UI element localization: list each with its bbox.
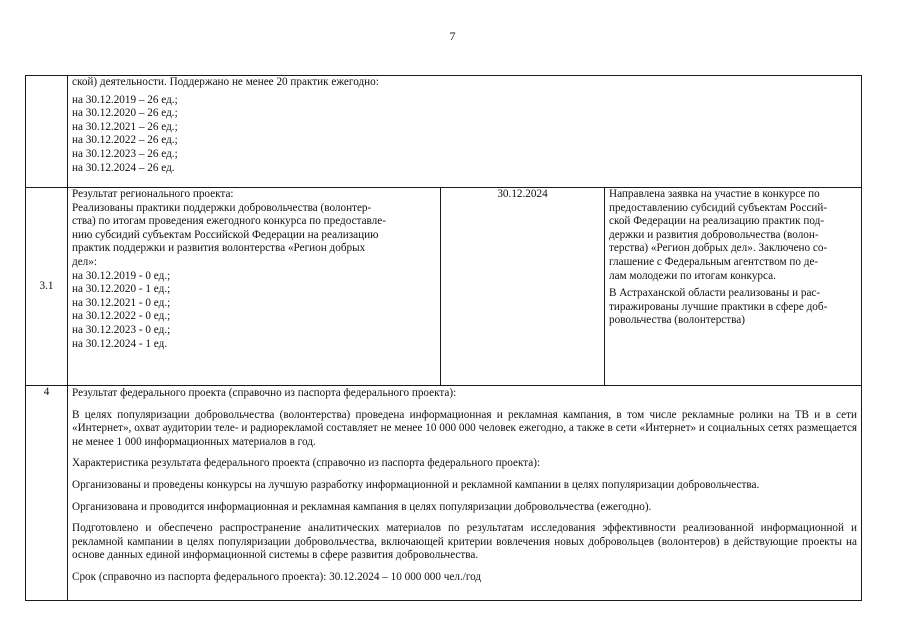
comment-line: Направлена заявка на участие в конкурсе по: [609, 188, 820, 200]
list-item: на 30.12.2022 - 0 ед.;: [72, 310, 171, 323]
characteristic-title: Характеристика результата федерального проекта (справочно из паспорта федерального проекта):: [72, 457, 541, 470]
federal-deadline: Срок (справочно из паспорта федерального проекта): 30.12.2024 – 10 000 000 чел./год: [72, 570, 482, 583]
comment-line: ской Федерации на реализацию практик под-: [609, 215, 825, 228]
comment-line: держки и развития добровольчества (волон-: [609, 228, 819, 241]
regional-result-desc-line: практик поддержки и развития волонтерства «Регион добрых: [72, 242, 366, 255]
list-item: на 30.12.2021 - 0 ед.;: [72, 296, 171, 309]
list-item: на 30.12.2019 – 26 ед.;: [72, 93, 178, 106]
list-item: на 30.12.2021 – 26 ед.;: [72, 120, 178, 133]
table-row-4: [26, 386, 862, 601]
comment-line: предоставлению субсидий субъектам Россий-: [609, 201, 828, 214]
regional-result-desc-line: ства) по итогам проведения ежегодного конкурса по предоставле-: [72, 215, 386, 228]
comment-line: терства) «Регион добрых дел». Заключено со-: [609, 242, 828, 255]
row-number: 3.1: [26, 188, 68, 386]
table-row-3-1: [26, 188, 862, 386]
characteristic-item: Организованы и проведены конкурсы на лучшую разработку информационной и рекламной кампании в целях популяризации добровольчества.: [72, 478, 760, 491]
continuation-cell: [68, 76, 862, 188]
comment-cell: [605, 188, 862, 386]
continuation-header: ской) деятельности. Поддержано не менее 20 практик ежегодно:: [72, 76, 379, 88]
list-item: на 30.12.2019 - 0 ед.;: [72, 269, 171, 282]
regional-result-desc-line: Реализованы практики поддержки добровольчества (волонтер-: [72, 201, 372, 214]
list-item: на 30.12.2024 – 26 ед.: [72, 161, 175, 174]
comment-line: лам молодежи по итогам конкурса.: [609, 269, 776, 282]
regional-result-cell: [68, 188, 441, 386]
federal-result-cell: [68, 386, 862, 601]
results-table: [25, 75, 862, 601]
list-item: на 30.12.2023 - 0 ед.;: [72, 323, 171, 336]
comment-line: В Астраханской области реализованы и рас-: [609, 287, 821, 300]
list-item: на 30.12.2022 – 26 ед.;: [72, 134, 178, 147]
comment-line: ровольчества (волонтерства): [609, 314, 745, 327]
federal-result-description: В целях популяризации добровольчества (волонтерства) проведена информационная и рекламная кампания, в том числе рекламные ролики на ТВ и в сети «Интернет», охват аудитории теле- и радиорекламой составляет не менее 10 000 000 человек ежегодно, а также в сети «Интернет» и социальных сетях размещается не менее 1 000 информационных материалов в год.: [72, 408, 858, 448]
row-number-cell: [26, 76, 68, 188]
row-number: 4: [26, 386, 68, 601]
list-item: на 30.12.2024 - 1 ед.: [72, 337, 168, 350]
list-item: на 30.12.2020 – 26 ед.;: [72, 107, 178, 120]
characteristic-item: Подготовлено и обеспечено распространение аналитических материалов по результатам исследования эффективности реализованной информационной и рекламной кампании в целях популяризации добровольчества, включающей критерии вовлечения новых добровольцев (волонтеров) в действующие проекты на основе данных единой информационной системы в сфере развития добровольчества.: [72, 522, 858, 562]
regional-result-title: Результат регионального проекта:: [72, 188, 234, 200]
federal-result-title: Результат федерального проекта (справочно из паспорта федерального проекта):: [72, 387, 457, 399]
table-row-continuation: [26, 76, 862, 188]
list-item: на 30.12.2020 - 1 ед.;: [72, 283, 171, 296]
list-item: на 30.12.2023 – 26 ед.;: [72, 147, 178, 160]
deadline-date: 30.12.2024: [441, 188, 605, 386]
comment-line: тиражированы лучшие практики в сфере доб-: [609, 300, 828, 313]
characteristic-item: Организована и проводится информационная и рекламная кампания в целях популяризации добровольчества (ежегодно).: [72, 500, 652, 513]
comment-line: глашение с Федеральным агентством по де-: [609, 255, 819, 268]
regional-result-desc-line: дел»:: [72, 255, 97, 268]
page-number: 7: [449, 29, 456, 43]
regional-result-desc-line: нию субсидий субъектам Российской Федерации на реализацию: [72, 228, 379, 241]
